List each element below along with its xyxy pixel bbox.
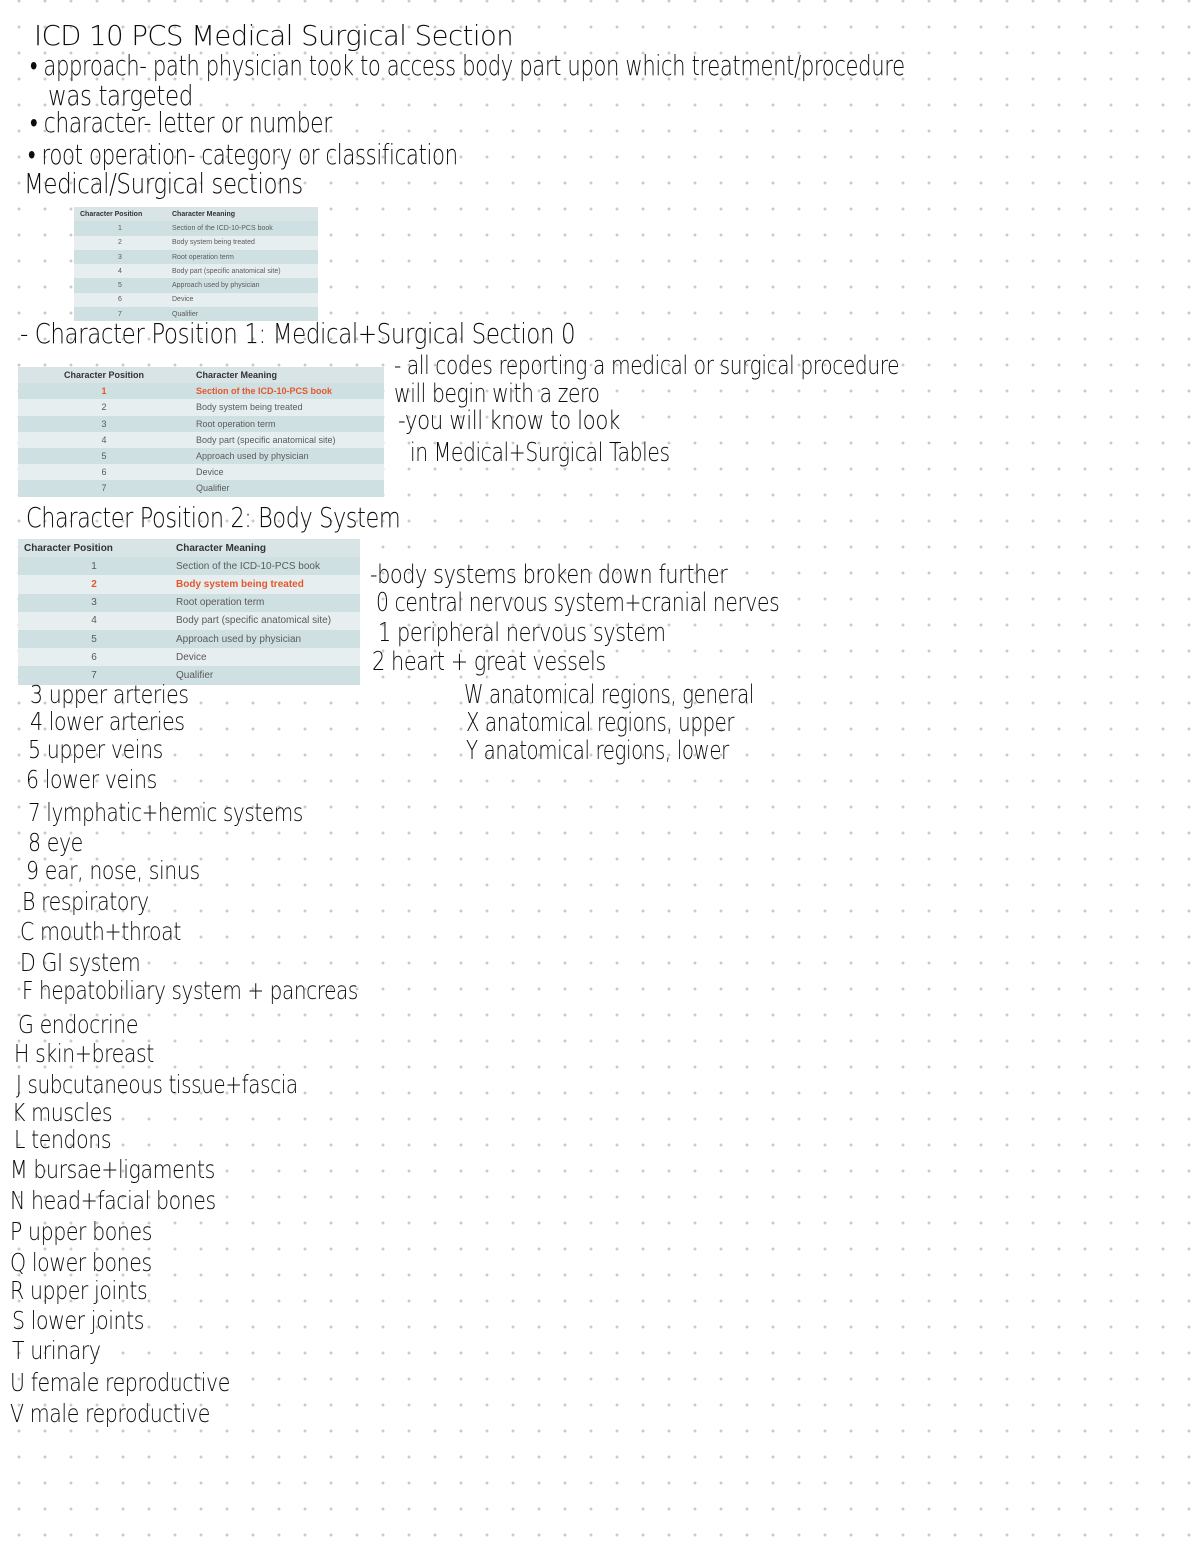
- character-position-table: [74, 207, 318, 321]
- note-character: • character- letter or number: [30, 106, 332, 139]
- position2-heading: Character Position 2: Body System: [26, 501, 401, 534]
- table-cell-meaning: Body system being treated: [166, 236, 318, 250]
- table-cell-position: 5: [18, 448, 190, 464]
- table-cell-meaning: Root operation term: [170, 594, 360, 612]
- table-row-highlighted: [18, 575, 360, 593]
- table-cell-position: 4: [18, 612, 170, 630]
- body-system-item: R upper joints: [10, 1276, 148, 1305]
- table-cell-position: 5: [18, 630, 170, 648]
- body-system-item: D GI system: [20, 948, 141, 977]
- body-system-item: S lower joints: [12, 1306, 144, 1335]
- position2-note-pns: 1 peripheral nervous system: [378, 618, 666, 648]
- body-system-item: 3 upper arteries: [30, 680, 189, 709]
- body-system-item: U female reproductive: [10, 1368, 230, 1397]
- position1-note-zero: will begin with a zero: [394, 379, 600, 409]
- table-cell-meaning: Root operation term: [166, 250, 318, 264]
- table-cell-position: 5: [74, 278, 166, 292]
- table-cell-meaning: Body part (specific anatomical site): [170, 612, 360, 630]
- table-row: [18, 464, 384, 480]
- body-system-item: M bursae+ligaments: [10, 1155, 215, 1184]
- region-upper: X anatomical regions, upper: [466, 708, 735, 738]
- table-cell-meaning: Qualifier: [170, 666, 360, 684]
- body-system-item: T urinary: [12, 1336, 101, 1365]
- table-cell-position: 3: [18, 416, 190, 432]
- table-row: [74, 278, 318, 292]
- table-header-position: Character Position: [74, 207, 166, 221]
- table-cell-position: 1: [18, 383, 190, 399]
- table-cell-position: 2: [74, 236, 166, 250]
- table-row: [18, 480, 384, 496]
- position2-note-cns: 0 central nervous system+cranial nerves: [376, 588, 780, 618]
- table-cell-position: 7: [18, 480, 190, 496]
- table-row: [18, 416, 384, 432]
- table-cell-meaning: Section of the ICD-10-PCS book: [166, 221, 318, 235]
- position2-note-heart: 2 heart + great vessels: [372, 647, 606, 677]
- table-cell-meaning: Root operation term: [190, 416, 384, 432]
- body-system-item: Q lower bones: [10, 1248, 152, 1277]
- table-header-position: Character Position: [18, 367, 190, 383]
- table-cell-position: 6: [74, 293, 166, 307]
- table-cell-position: 2: [18, 399, 190, 415]
- table-cell-meaning: Device: [190, 464, 384, 480]
- body-system-item: 5 upper veins: [28, 735, 163, 764]
- table-row: [18, 557, 360, 575]
- table-row: [18, 448, 384, 464]
- table-cell-position: 1: [74, 221, 166, 235]
- table-header-row: [74, 207, 318, 221]
- table-cell-meaning: Qualifier: [190, 480, 384, 496]
- table-cell-meaning: Body part (specific anatomical site): [166, 264, 318, 278]
- character-position-table-pos2: [18, 539, 360, 685]
- note-title: ICD 10 PCS Medical Surgical Section: [34, 19, 514, 52]
- body-system-item: C mouth+throat: [20, 917, 181, 946]
- body-system-item: N head+facial bones: [10, 1186, 216, 1215]
- position1-note-look: -you will know to look: [398, 406, 620, 436]
- table-cell-meaning: Body system being treated: [190, 399, 384, 415]
- table-header-row: [18, 367, 384, 383]
- position2-note-broken-down: -body systems broken down further: [370, 560, 728, 590]
- table-header-row: [18, 539, 360, 557]
- note-subheading: Medical/Surgical sections: [24, 167, 303, 200]
- body-system-item: G endocrine: [18, 1010, 139, 1039]
- table-row: [74, 264, 318, 278]
- table-row: [18, 432, 384, 448]
- character-position-table-pos1: [18, 367, 384, 497]
- body-system-item: J subcutaneous tissue+fascia: [16, 1070, 298, 1099]
- body-system-item: P upper bones: [10, 1217, 152, 1246]
- position1-note-tables: in Medical+Surgical Tables: [410, 438, 670, 468]
- table-row: [18, 399, 384, 415]
- table-cell-position: 2: [18, 575, 170, 593]
- table-cell-position: 4: [18, 432, 190, 448]
- table-row: [74, 293, 318, 307]
- table-cell-meaning: Device: [170, 648, 360, 666]
- region-lower: Y anatomical regions, lower: [466, 736, 729, 766]
- note-approach-line1: • approach- path physician took to access body part upon which treatment/procedure: [30, 49, 905, 82]
- table-cell-position: 6: [18, 464, 190, 480]
- table-header-meaning: Character Meaning: [170, 539, 360, 557]
- table-row: [74, 221, 318, 235]
- table-cell-meaning: Section of the ICD-10-PCS book: [170, 557, 360, 575]
- table-cell-position: 1: [18, 557, 170, 575]
- table-cell-position: 3: [18, 594, 170, 612]
- body-system-item: 6 lower veins: [26, 765, 157, 794]
- body-system-item: B respiratory: [22, 887, 149, 916]
- body-system-item: L tendons: [14, 1125, 112, 1154]
- table-row: [18, 630, 360, 648]
- table-cell-position: 7: [74, 307, 166, 321]
- table-cell-position: 3: [74, 250, 166, 264]
- body-system-item: K muscles: [12, 1098, 113, 1127]
- note-approach-line2: was targeted: [48, 79, 193, 112]
- table-header-meaning: Character Meaning: [166, 207, 318, 221]
- position1-note-all-codes: - all codes reporting a medical or surgical procedure: [394, 351, 900, 381]
- region-general: W anatomical regions, general: [464, 680, 754, 710]
- table-cell-position: 4: [74, 264, 166, 278]
- table-row: [18, 612, 360, 630]
- body-system-item: V male reproductive: [10, 1399, 210, 1428]
- table-cell-meaning: Qualifier: [166, 307, 318, 321]
- note-root-operation: • root operation- category or classification: [28, 138, 458, 171]
- table-cell-meaning: Device: [166, 293, 318, 307]
- table-header-position: Character Position: [18, 539, 170, 557]
- body-system-item: F hepatobiliary system + pancreas: [22, 976, 358, 1005]
- body-system-item: H skin+breast: [14, 1039, 154, 1068]
- table-header-meaning: Character Meaning: [190, 367, 384, 383]
- body-system-item: 4 lower arteries: [30, 707, 185, 736]
- table-row-highlighted: [18, 383, 384, 399]
- table-cell-meaning: Approach used by physician: [166, 278, 318, 292]
- table-cell-meaning: Section of the ICD-10-PCS book: [190, 383, 384, 399]
- table-row: [18, 594, 360, 612]
- table-row: [74, 250, 318, 264]
- table-row: [18, 648, 360, 666]
- table-cell-meaning: Body part (specific anatomical site): [190, 432, 384, 448]
- body-system-item: 7 lymphatic+hemic systems: [28, 798, 303, 827]
- table-cell-meaning: Approach used by physician: [190, 448, 384, 464]
- table-cell-meaning: Approach used by physician: [170, 630, 360, 648]
- table-cell-position: 7: [18, 666, 170, 684]
- body-system-item: 9 ear, nose, sinus: [26, 856, 200, 885]
- body-system-item: 8 eye: [28, 828, 83, 857]
- table-row: [74, 236, 318, 250]
- table-cell-meaning: Body system being treated: [170, 575, 360, 593]
- table-cell-position: 6: [18, 648, 170, 666]
- position1-heading: - Character Position 1: Medical+Surgical Section 0: [20, 317, 576, 350]
